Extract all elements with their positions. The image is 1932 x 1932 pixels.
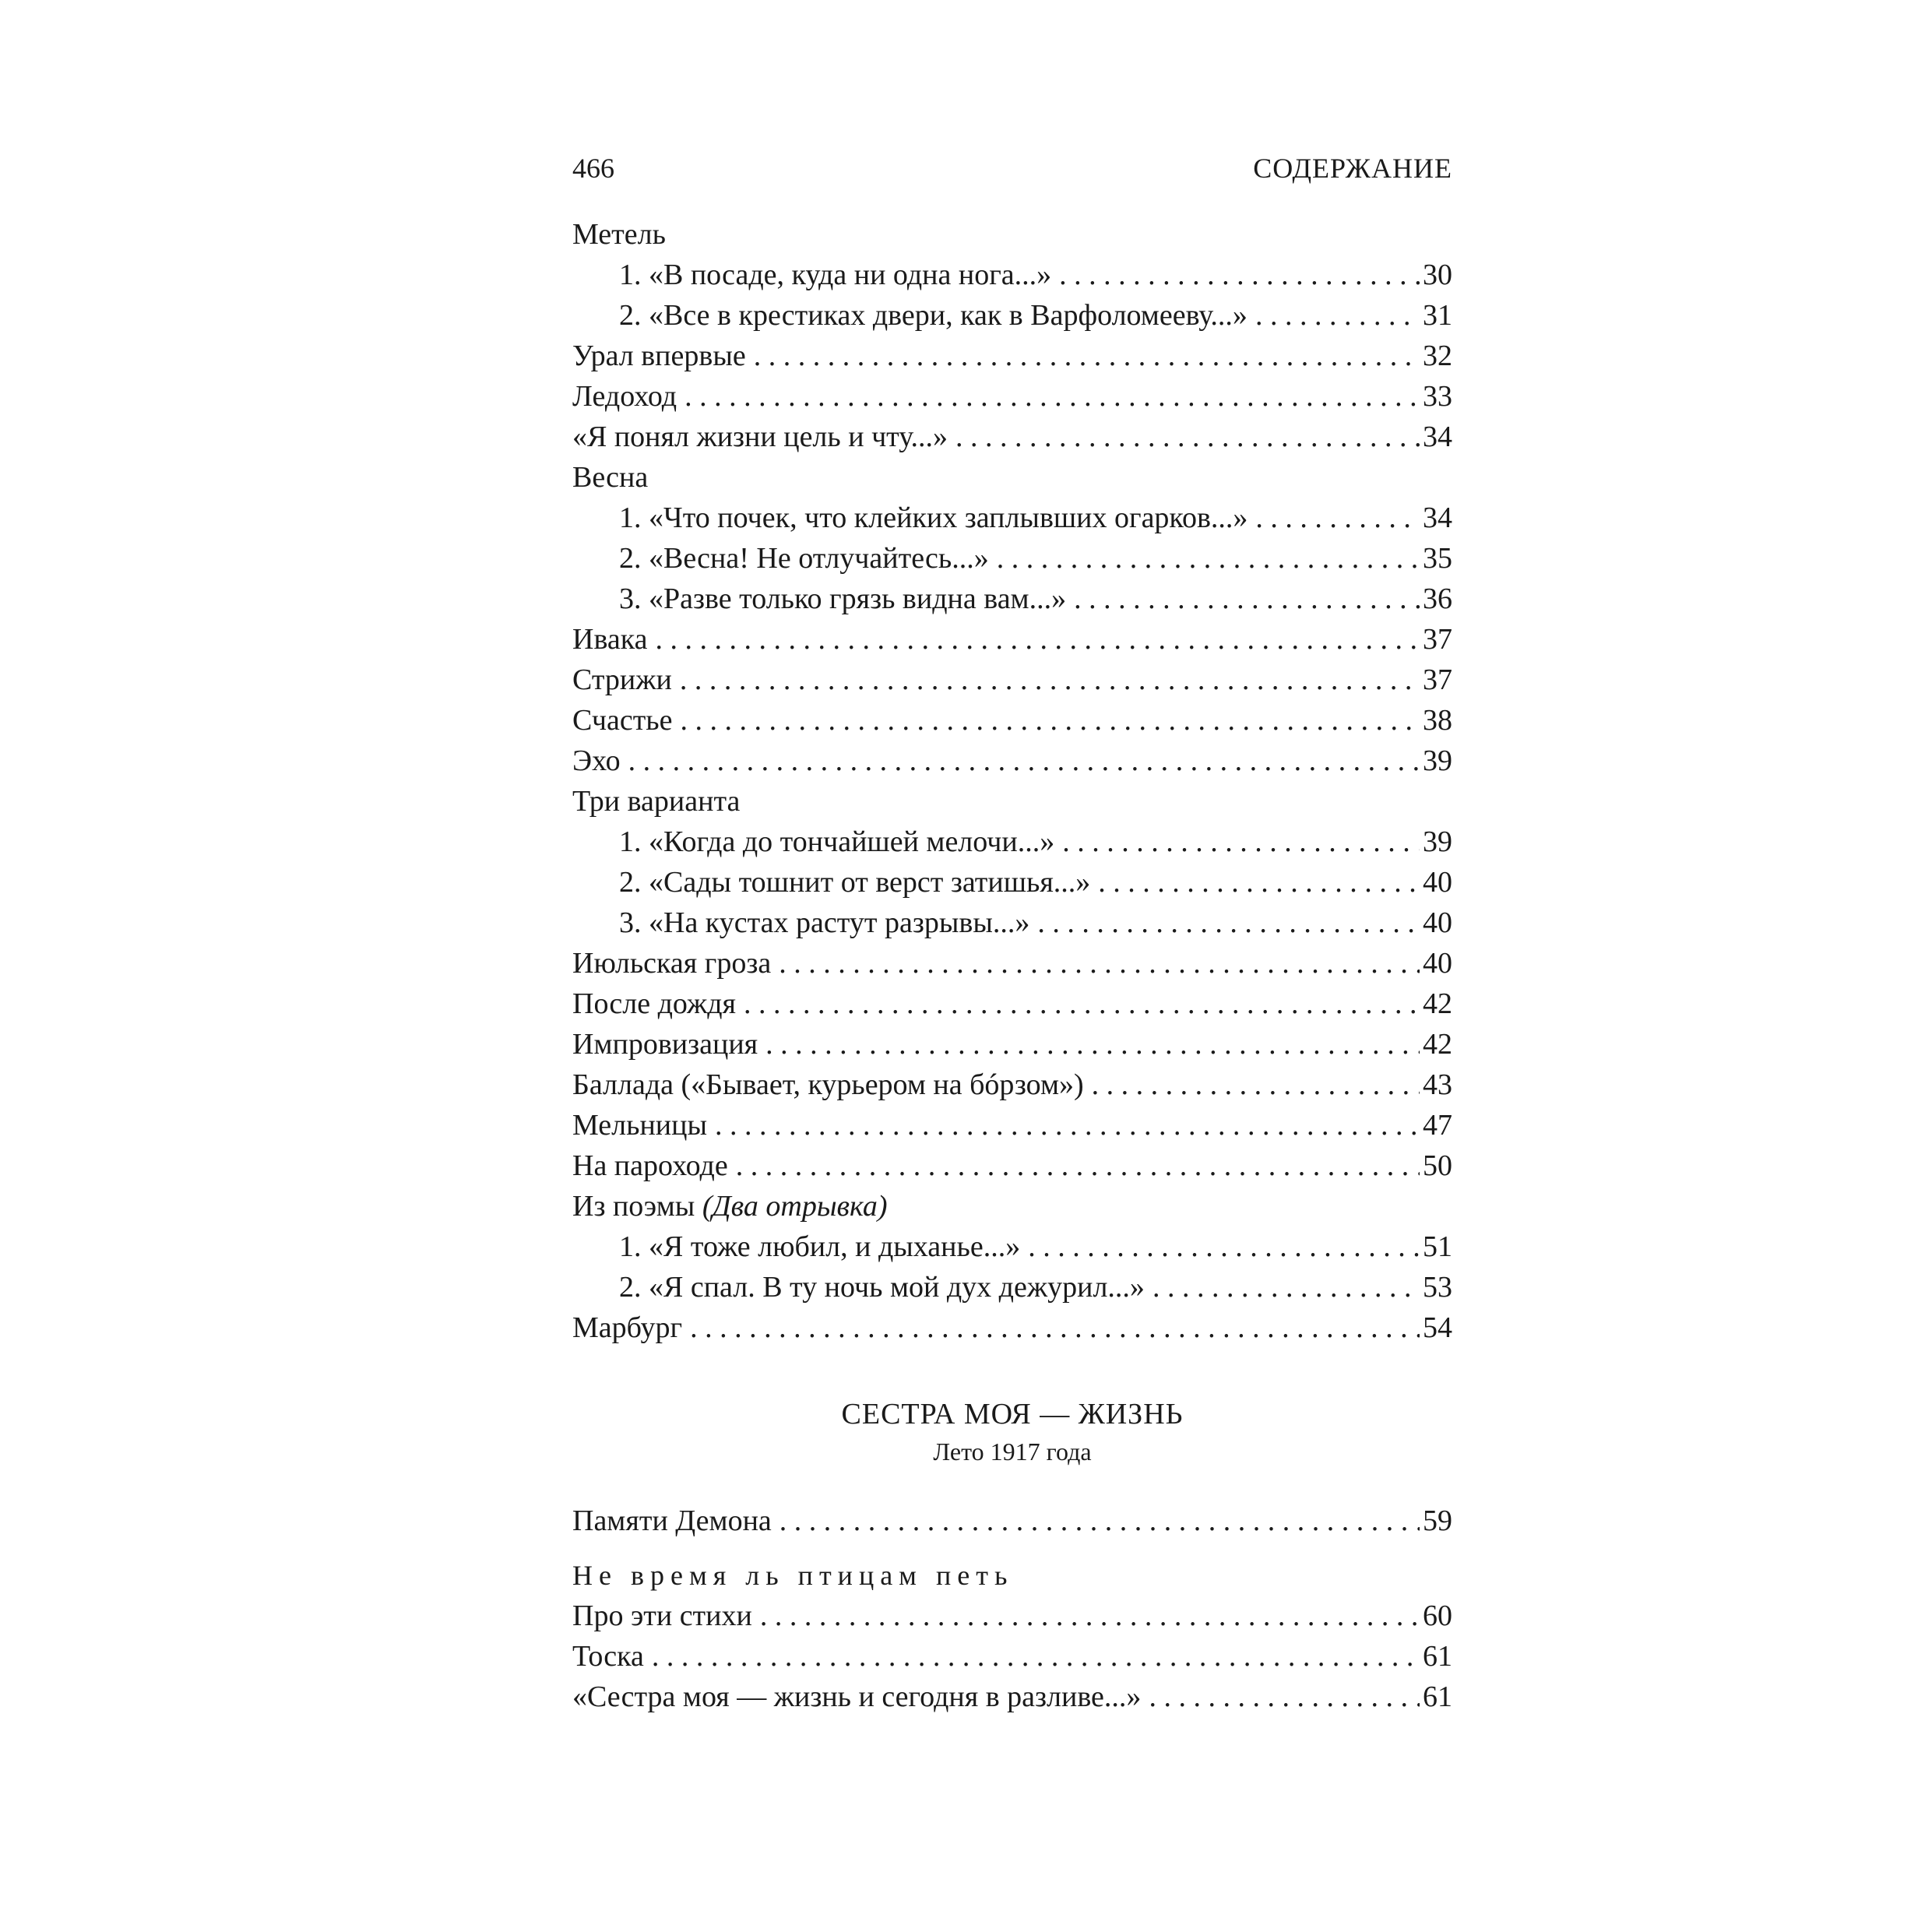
toc-entry-title: 2. «Сады тошнит от верст затишья...» xyxy=(619,866,1091,899)
toc-entry[interactable] xyxy=(572,862,1452,903)
toc-entry[interactable] xyxy=(572,579,1452,619)
toc-entry-italic-note: (Два отрывка) xyxy=(702,1190,888,1223)
toc-entry-title: Мельницы xyxy=(572,1109,707,1142)
toc-entry[interactable] xyxy=(572,1307,1452,1348)
toc-entry-title: Три варианта xyxy=(572,785,741,818)
toc-list-part2 xyxy=(572,1596,1452,1717)
dot-leader xyxy=(779,943,1420,984)
toc-entry[interactable] xyxy=(572,376,1452,417)
toc-entry-page: 39 xyxy=(1423,825,1452,858)
toc-entry-page: 47 xyxy=(1423,1109,1452,1142)
toc-entry-title: Тоска xyxy=(572,1640,644,1673)
dot-leader xyxy=(736,1145,1420,1186)
toc-entry-page: 54 xyxy=(1423,1311,1452,1344)
toc-entry-title: 2. «Весна! Не отлучайтесь...» xyxy=(619,542,989,575)
toc-entry-title: 1. «Когда до тончайшей мелочи...» xyxy=(619,825,1055,858)
toc-entry-title: 1. «В посаде, куда ни одна нога...» xyxy=(619,259,1052,291)
toc-entry-page: 38 xyxy=(1423,704,1452,737)
dot-leader xyxy=(715,1105,1420,1145)
toc-entry[interactable] xyxy=(572,255,1452,295)
toc-entry[interactable] xyxy=(572,660,1452,700)
toc-entry-title: Ледоход xyxy=(572,380,677,413)
toc-entry[interactable] xyxy=(572,1596,1452,1636)
dot-leader xyxy=(681,700,1420,741)
subsection-title: Не время ль птицам петь xyxy=(572,1560,1014,1591)
dot-leader xyxy=(1255,295,1420,336)
toc-entry-page: 32 xyxy=(1423,340,1452,372)
toc-entry-title: 2. «Я спал. В ту ночь мой дух дежурил...» xyxy=(619,1271,1145,1304)
toc-entry[interactable] xyxy=(572,1105,1452,1145)
toc-entry-page: 40 xyxy=(1423,947,1452,980)
dot-leader xyxy=(765,1024,1420,1065)
toc-entry-title: Ивака xyxy=(572,623,648,656)
toc-entry[interactable] xyxy=(572,1636,1452,1677)
toc-entry-title: После дождя xyxy=(572,987,737,1020)
toc-entry-title: 3. «Разве только грязь видна вам...» xyxy=(619,582,1067,615)
toc-entry-title: Импровизация xyxy=(572,1028,758,1061)
toc-entry-page: 50 xyxy=(1423,1149,1452,1182)
toc-entry[interactable] xyxy=(572,1501,1452,1541)
toc-entry-title: «Я понял жизни цель и чту...» xyxy=(572,421,948,453)
toc-entry-title: Весна xyxy=(572,461,649,494)
dot-leader xyxy=(1092,1065,1420,1105)
toc-entry-page: 30 xyxy=(1423,259,1452,291)
toc-group-heading xyxy=(572,457,1452,498)
toc-entry[interactable] xyxy=(572,417,1452,457)
toc-entry-title: Метель xyxy=(572,218,666,251)
toc-entry-page: 53 xyxy=(1423,1271,1452,1304)
toc-entry[interactable] xyxy=(572,943,1452,984)
toc-entry[interactable] xyxy=(572,498,1452,538)
toc-entry-page: 51 xyxy=(1423,1230,1452,1263)
dot-leader xyxy=(652,1636,1420,1677)
toc-group-heading xyxy=(572,214,1452,255)
toc-list-part1 xyxy=(572,214,1452,1348)
dot-leader xyxy=(1255,498,1420,538)
toc-entry-page: 33 xyxy=(1423,380,1452,413)
toc-entry[interactable] xyxy=(572,700,1452,741)
toc-entry-title: 2. «Все в крестиках двери, как в Варфоломееву...» xyxy=(619,299,1248,332)
toc-entry[interactable] xyxy=(572,822,1452,862)
toc-entry-page: 40 xyxy=(1423,866,1452,899)
toc-entry-title: Эхо xyxy=(572,744,621,777)
toc-entry-page: 35 xyxy=(1423,542,1452,575)
toc-entry-title: «Сестра моя — жизнь и сегодня в разливе...» xyxy=(572,1680,1142,1713)
toc-entry[interactable] xyxy=(572,1024,1452,1065)
toc-entry[interactable] xyxy=(572,903,1452,943)
toc-page xyxy=(572,152,1452,1717)
toc-entry-title: Урал впервые xyxy=(572,340,746,372)
dot-leader xyxy=(1028,1226,1420,1267)
section-title: СЕСТРА МОЯ — ЖИЗНЬ xyxy=(841,1398,1184,1431)
toc-entry[interactable] xyxy=(572,984,1452,1024)
toc-entry[interactable] xyxy=(572,336,1452,376)
toc-entry[interactable] xyxy=(572,619,1452,660)
toc-entry-page: 31 xyxy=(1423,299,1452,332)
toc-entry-title: 1. «Что почек, что клейких заплывших огарков...» xyxy=(619,501,1248,534)
toc-group-heading xyxy=(572,1186,1452,1226)
dot-leader xyxy=(1059,255,1420,295)
running-title: СОДЕРЖАНИЕ xyxy=(1253,153,1452,184)
page-header xyxy=(572,152,1452,214)
toc-entry[interactable] xyxy=(572,538,1452,579)
toc-entry-title: Из поэмы xyxy=(572,1190,695,1223)
dot-leader xyxy=(1098,862,1420,903)
dot-leader xyxy=(744,984,1420,1024)
toc-entry-title: Марбург xyxy=(572,1311,683,1344)
toc-entry-page: 43 xyxy=(1423,1068,1452,1101)
toc-entry-page: 61 xyxy=(1423,1640,1452,1673)
toc-entry[interactable] xyxy=(572,1267,1452,1307)
section-subtitle: Лето 1917 года xyxy=(933,1438,1092,1466)
toc-entry-page: 40 xyxy=(1423,906,1452,939)
toc-entry-title: 3. «На кустах растут разрывы...» xyxy=(619,906,1030,939)
dot-leader xyxy=(997,538,1420,579)
dot-leader xyxy=(656,619,1420,660)
dot-leader xyxy=(628,741,1420,781)
toc-entry-page: 42 xyxy=(1423,987,1452,1020)
dot-leader xyxy=(955,417,1420,457)
toc-entry[interactable] xyxy=(572,1226,1452,1267)
section-heading xyxy=(572,1395,1452,1469)
dot-leader xyxy=(754,336,1420,376)
toc-entry-title: На пароходе xyxy=(572,1149,728,1182)
toc-entry-page: 60 xyxy=(1423,1599,1452,1632)
toc-entry-page: 37 xyxy=(1423,663,1452,696)
page-number: 466 xyxy=(572,153,614,184)
dot-leader xyxy=(1074,579,1420,619)
dot-leader xyxy=(690,1307,1420,1348)
toc-entry-title: Памяти Демона xyxy=(572,1504,772,1537)
toc-group-heading xyxy=(572,781,1452,822)
toc-entry-page: 39 xyxy=(1423,744,1452,777)
toc-entry-title: Счастье xyxy=(572,704,673,737)
dot-leader xyxy=(760,1596,1420,1636)
toc-entry-page: 34 xyxy=(1423,421,1452,453)
toc-entry-page: 36 xyxy=(1423,582,1452,615)
toc-entry-title: 1. «Я тоже любил, и дыханье...» xyxy=(619,1230,1021,1263)
toc-entry-title: Июльская гроза xyxy=(572,947,772,980)
toc-entry[interactable] xyxy=(572,295,1452,336)
toc-entry-page: 37 xyxy=(1423,623,1452,656)
toc-entry-page: 59 xyxy=(1423,1504,1452,1537)
toc-entry-page: 61 xyxy=(1423,1680,1452,1713)
toc-entry[interactable] xyxy=(572,1065,1452,1105)
toc-entry[interactable] xyxy=(572,1145,1452,1186)
toc-entry-title: Про эти стихи xyxy=(572,1599,752,1632)
toc-entry[interactable] xyxy=(572,741,1452,781)
toc-entry-page: 42 xyxy=(1423,1028,1452,1061)
dot-leader xyxy=(1153,1267,1420,1307)
toc-entry-page: 34 xyxy=(1423,501,1452,534)
dot-leader xyxy=(779,1501,1420,1541)
dot-leader xyxy=(1149,1677,1420,1717)
dot-leader xyxy=(680,660,1420,700)
toc-entry[interactable] xyxy=(572,1677,1452,1717)
toc-entry-title: Баллада («Бывает, курьером на бóрзом») xyxy=(572,1068,1084,1101)
dot-leader xyxy=(1037,903,1420,943)
toc-entry-title: Стрижи xyxy=(572,663,672,696)
dot-leader xyxy=(1062,822,1420,862)
dot-leader xyxy=(684,376,1420,417)
